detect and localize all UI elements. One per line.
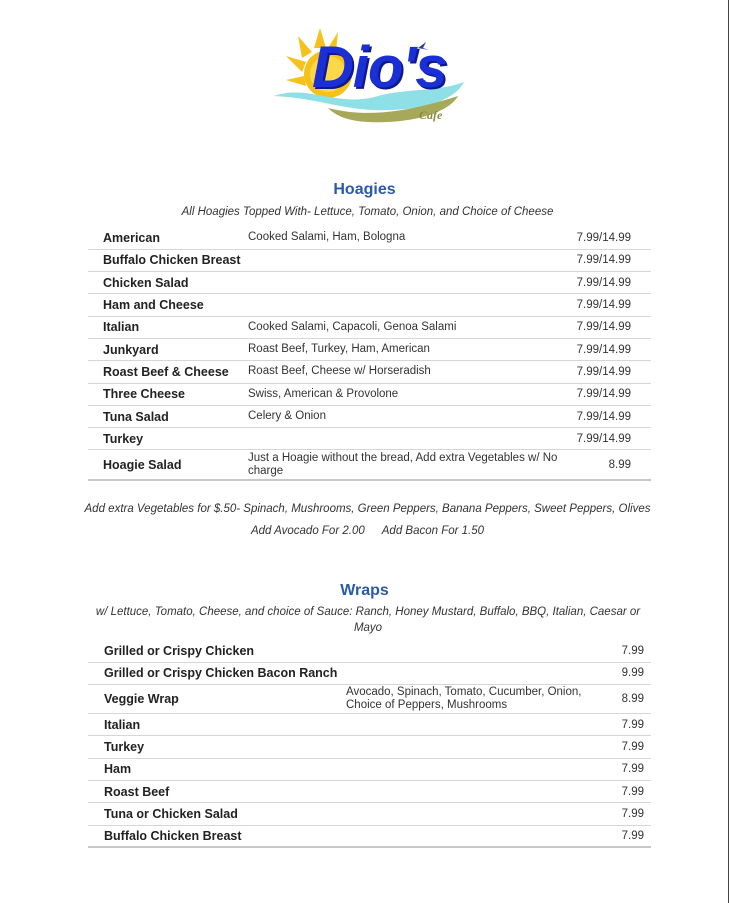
item-description: Swiss, American & Provolone	[248, 383, 571, 405]
item-name: Grilled or Crispy Chicken Bacon Ranch	[88, 662, 346, 684]
item-description: Celery & Onion	[248, 405, 571, 427]
item-description	[346, 640, 601, 662]
item-price: 7.99	[601, 758, 651, 780]
item-name: Chicken Salad	[88, 272, 248, 294]
item-description: Cooked Salami, Ham, Bologna	[248, 227, 571, 249]
item-price: 7.99/14.99	[571, 227, 651, 249]
item-description	[346, 662, 601, 684]
item-price: 7.99/14.99	[571, 338, 651, 360]
item-name: Buffalo Chicken Breast	[88, 249, 248, 271]
item-price: 7.99	[601, 736, 651, 758]
item-description: Cooked Salami, Capacoli, Genoa Salami	[248, 316, 571, 338]
item-price: 7.99/14.99	[571, 272, 651, 294]
item-name: Junkyard	[88, 338, 248, 360]
item-price: 7.99	[601, 780, 651, 802]
menu-item-row	[88, 685, 651, 714]
item-description	[346, 803, 601, 825]
menu-item-row	[88, 361, 651, 383]
item-name: Italian	[88, 714, 346, 736]
item-price: 7.99/14.99	[571, 383, 651, 405]
menu-item-row	[88, 383, 651, 405]
item-name: Ham	[88, 758, 346, 780]
add-avocado: Add Avocado For 2.00	[250, 525, 365, 537]
menu-item-row	[88, 227, 651, 249]
menu-item-row	[88, 714, 651, 736]
logo-subtitle: Cafe	[419, 108, 443, 122]
item-price: 7.99	[601, 825, 651, 847]
add-ons-note	[0, 525, 729, 537]
menu-item-row	[88, 405, 651, 427]
item-price: 9.99	[601, 662, 651, 684]
menu-item-row	[88, 294, 651, 316]
menu-item-row	[88, 450, 651, 480]
item-name: Turkey	[88, 736, 346, 758]
item-description: Roast Beef, Cheese w/ Horseradish	[248, 361, 571, 383]
item-description	[248, 272, 571, 294]
item-description: Roast Beef, Turkey, Ham, American	[248, 338, 571, 360]
item-description	[248, 294, 571, 316]
hoagies-note: All Hoagies Topped With- Lettuce, Tomato, Onion, and Choice of Cheese	[181, 206, 554, 218]
menu-item-row	[88, 662, 651, 684]
item-name: Turkey	[88, 428, 248, 450]
item-price: 8.99	[601, 685, 651, 714]
item-description	[346, 714, 601, 736]
item-name: Veggie Wrap	[88, 685, 346, 714]
item-price: 7.99/14.99	[571, 316, 651, 338]
item-description: Avocado, Spinach, Tomato, Cucumber, Onion, Choice of Peppers, Mushrooms	[346, 685, 601, 714]
menu-item-row	[88, 640, 651, 662]
item-price: 8.99	[571, 450, 651, 480]
item-name: Roast Beef & Cheese	[88, 361, 248, 383]
hoagies-title: Hoagies	[333, 181, 396, 198]
extra-vegetables-note: Add extra Vegetables for $.50- Spinach, Mushrooms, Green Peppers, Banana Peppers, Sweet Peppers, Olives	[84, 503, 651, 515]
menu-item-row	[88, 825, 651, 847]
add-bacon: Add Bacon For 1.50	[381, 525, 485, 537]
item-name: Tuna or Chicken Salad	[88, 803, 346, 825]
item-description	[346, 780, 601, 802]
item-name: Italian	[88, 316, 248, 338]
item-price: 7.99/14.99	[571, 249, 651, 271]
item-name: American	[88, 227, 248, 249]
item-price: 7.99	[601, 640, 651, 662]
item-price: 7.99/14.99	[571, 294, 651, 316]
menu-item-row	[88, 272, 651, 294]
item-name: Hoagie Salad	[88, 450, 248, 480]
item-description	[248, 428, 571, 450]
dios-cafe-logo	[268, 22, 468, 130]
item-name: Buffalo Chicken Breast	[88, 825, 346, 847]
menu-item-row	[88, 316, 651, 338]
item-price: 7.99	[601, 714, 651, 736]
wraps-title: Wraps	[340, 582, 389, 599]
menu-item-row	[88, 758, 651, 780]
menu-item-row	[88, 780, 651, 802]
menu-item-row	[88, 249, 651, 271]
logo-wordmark: Dio's	[312, 35, 447, 100]
item-name: Tuna Salad	[88, 405, 248, 427]
item-price: 7.99	[601, 803, 651, 825]
item-price: 7.99/14.99	[571, 361, 651, 383]
menu-item-row	[88, 803, 651, 825]
item-name: Grilled or Crispy Chicken	[88, 640, 346, 662]
item-description	[248, 249, 571, 271]
item-price: 7.99/14.99	[571, 405, 651, 427]
wraps-note: w/ Lettuce, Tomato, Cheese, and choice of Sauce: Ranch, Honey Mustard, Buffalo, BBQ, Italian, Caesar or Mayo	[95, 606, 641, 634]
item-name: Roast Beef	[88, 780, 346, 802]
menu-item-row	[88, 338, 651, 360]
item-name: Three Cheese	[88, 383, 248, 405]
item-name: Ham and Cheese	[88, 294, 248, 316]
hoagies-table	[88, 227, 651, 481]
item-price: 7.99/14.99	[571, 428, 651, 450]
item-description	[346, 758, 601, 780]
item-description: Just a Hoagie without the bread, Add extra Vegetables w/ No charge	[248, 450, 571, 480]
item-description	[346, 736, 601, 758]
item-description	[346, 825, 601, 847]
menu-item-row	[88, 428, 651, 450]
menu-item-row	[88, 736, 651, 758]
wraps-table	[88, 640, 651, 848]
